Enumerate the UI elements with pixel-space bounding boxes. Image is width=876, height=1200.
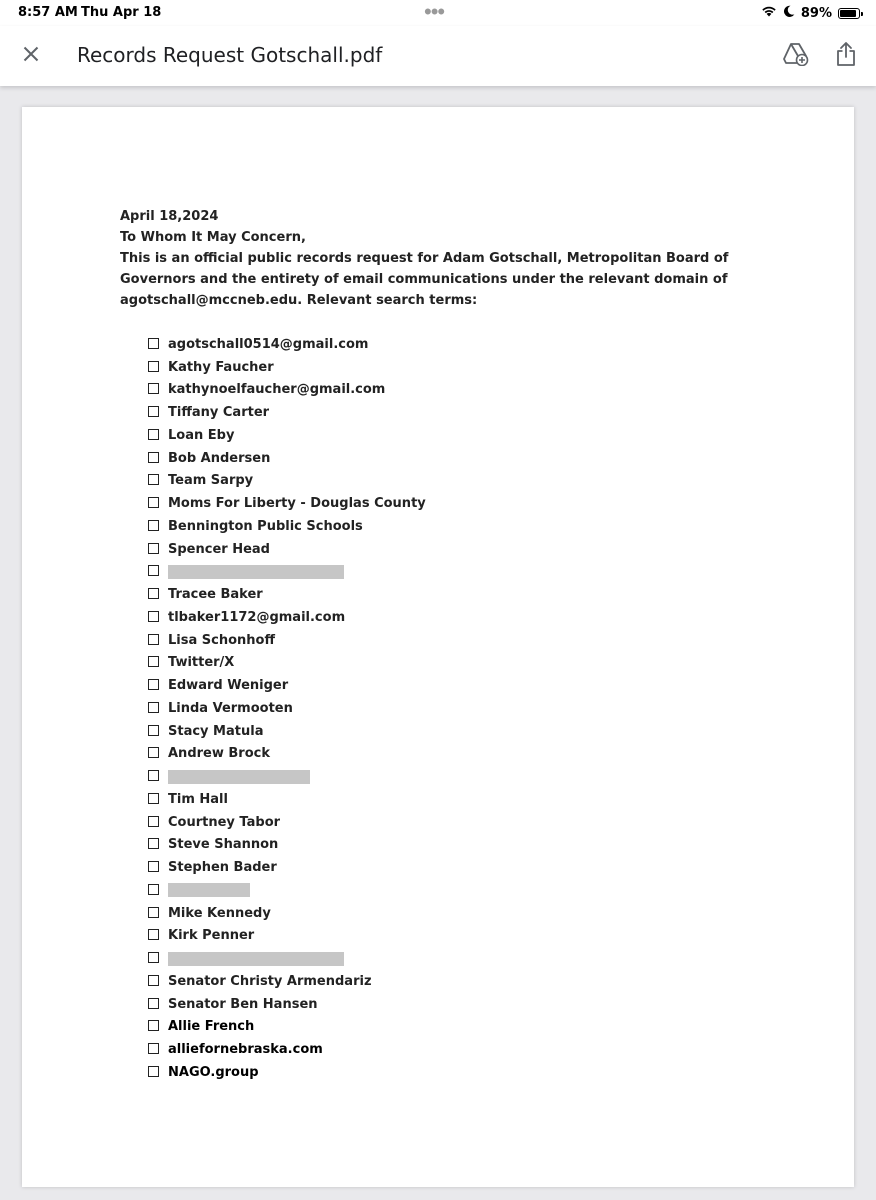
checkbox-icon[interactable] bbox=[148, 861, 159, 872]
checkbox-icon[interactable] bbox=[148, 998, 159, 1009]
checkbox-icon[interactable] bbox=[148, 702, 159, 713]
search-term bbox=[148, 583, 426, 606]
search-term-label: Twitter/X bbox=[168, 655, 235, 671]
redaction-bar bbox=[168, 565, 344, 579]
search-term-label: tlbaker1172@gmail.com bbox=[168, 609, 346, 625]
checkbox-icon[interactable] bbox=[148, 543, 159, 554]
status-time: 8:57 AM bbox=[18, 5, 78, 20]
redacted-term bbox=[148, 879, 426, 902]
checkbox-icon[interactable] bbox=[148, 838, 159, 849]
checkbox-icon[interactable] bbox=[148, 474, 159, 485]
redacted-term bbox=[148, 765, 426, 788]
search-term-label: Team Sarpy bbox=[168, 473, 254, 489]
app-bar bbox=[0, 26, 876, 86]
search-term bbox=[148, 492, 426, 515]
search-term-label: Mike Kennedy bbox=[168, 905, 271, 921]
status-indicators bbox=[761, 4, 860, 22]
moon-icon bbox=[783, 5, 795, 22]
search-term bbox=[148, 1016, 426, 1039]
checkbox-icon[interactable] bbox=[148, 406, 159, 417]
checkbox-icon[interactable] bbox=[148, 361, 159, 372]
search-term-label: Moms For Liberty - Douglas County bbox=[168, 496, 426, 512]
checkbox-icon[interactable] bbox=[148, 929, 159, 940]
search-term bbox=[148, 720, 426, 743]
search-term-label: Allie French bbox=[168, 1019, 255, 1035]
redacted-term bbox=[148, 561, 426, 584]
checkbox-icon[interactable] bbox=[148, 725, 159, 736]
search-term bbox=[148, 925, 426, 948]
checkbox-icon[interactable] bbox=[148, 611, 159, 622]
search-term bbox=[148, 697, 426, 720]
search-term-label: Tiffany Carter bbox=[168, 405, 270, 421]
search-term bbox=[148, 1038, 426, 1061]
checkbox-icon[interactable] bbox=[148, 429, 159, 440]
share-button[interactable] bbox=[831, 40, 861, 72]
search-term-label: Bob Andersen bbox=[168, 450, 271, 466]
search-term bbox=[148, 424, 426, 447]
redaction-bar bbox=[168, 883, 250, 897]
search-term bbox=[148, 401, 426, 424]
search-term-label: Kirk Penner bbox=[168, 928, 255, 944]
checkbox-icon[interactable] bbox=[148, 975, 159, 986]
checkbox-icon[interactable] bbox=[148, 679, 159, 690]
search-term-label: Senator Christy Armendariz bbox=[168, 973, 372, 989]
battery-fill bbox=[840, 10, 856, 17]
search-term-label: Steve Shannon bbox=[168, 837, 279, 853]
close-button[interactable] bbox=[16, 41, 46, 71]
multitasking-dots[interactable]: ••• bbox=[424, 0, 445, 24]
checkbox-icon[interactable] bbox=[148, 1043, 159, 1054]
checkbox-icon[interactable] bbox=[148, 816, 159, 827]
checkbox-icon[interactable] bbox=[148, 383, 159, 394]
search-term-label: Linda Vermooten bbox=[168, 700, 293, 716]
search-term-label: Stephen Bader bbox=[168, 860, 277, 876]
search-term-label: Kathy Faucher bbox=[168, 359, 274, 375]
checkbox-icon[interactable] bbox=[148, 793, 159, 804]
status-bar bbox=[0, 0, 876, 26]
search-term-label: Spencer Head bbox=[168, 541, 270, 557]
search-term-label: Andrew Brock bbox=[168, 746, 270, 762]
search-term-label: NAGO.group bbox=[168, 1064, 259, 1080]
search-term bbox=[148, 788, 426, 811]
add-to-drive-button[interactable] bbox=[781, 41, 811, 71]
search-term bbox=[148, 538, 426, 561]
search-term-label: Edward Weniger bbox=[168, 678, 289, 694]
search-term-label: Bennington Public Schools bbox=[168, 518, 363, 534]
checkbox-icon[interactable] bbox=[148, 588, 159, 599]
search-term-label: Lisa Schonhoff bbox=[168, 632, 276, 648]
search-term-label: agotschall0514@gmail.com bbox=[168, 336, 369, 352]
search-term bbox=[148, 333, 426, 356]
search-term bbox=[148, 902, 426, 925]
checkbox-icon[interactable] bbox=[148, 634, 159, 645]
wifi-icon bbox=[761, 5, 777, 21]
checkbox-icon[interactable] bbox=[148, 1066, 159, 1077]
battery-icon bbox=[838, 8, 860, 19]
search-term bbox=[148, 674, 426, 697]
search-term bbox=[148, 856, 426, 879]
search-term-label: alliefornebraska.com bbox=[168, 1042, 323, 1058]
redaction-bar bbox=[168, 952, 344, 966]
checkbox-icon[interactable] bbox=[148, 884, 159, 895]
battery-percent: 89% bbox=[800, 5, 832, 21]
letter-date: April 18,2024 bbox=[120, 209, 219, 224]
checkbox-icon[interactable] bbox=[148, 952, 159, 963]
search-term-label: Stacy Matula bbox=[168, 723, 264, 739]
letter-salutation: To Whom It May Concern, bbox=[120, 230, 306, 245]
search-term bbox=[148, 515, 426, 538]
redaction-bar bbox=[168, 770, 310, 784]
checkbox-icon[interactable] bbox=[148, 770, 159, 781]
redacted-term bbox=[148, 947, 426, 970]
search-term bbox=[148, 629, 426, 652]
search-terms-list bbox=[148, 333, 426, 1084]
search-term-label: Loan Eby bbox=[168, 427, 235, 443]
checkbox-icon[interactable] bbox=[148, 747, 159, 758]
letter-body: This is an official public records request for Adam Gotschall, Metropolitan Board of Governors and the entirety of email communications under the relevant domain of agotschall@mccneb.edu. Relevant search terms: bbox=[120, 251, 729, 308]
checkbox-icon[interactable] bbox=[148, 907, 159, 918]
search-term bbox=[148, 652, 426, 675]
document-title: Records Request Gotschall.pdf bbox=[77, 43, 383, 67]
search-term bbox=[148, 447, 426, 470]
checkbox-icon[interactable] bbox=[148, 656, 159, 667]
pdf-page[interactable] bbox=[22, 107, 854, 1187]
search-term-label: Tracee Baker bbox=[168, 587, 263, 603]
search-term-label: Senator Ben Hansen bbox=[168, 996, 318, 1012]
close-icon bbox=[23, 46, 39, 67]
search-term-label: Courtney Tabor bbox=[168, 814, 281, 830]
share-icon bbox=[836, 41, 856, 72]
search-term bbox=[148, 811, 426, 834]
search-term bbox=[148, 993, 426, 1016]
search-term bbox=[148, 970, 426, 993]
letter-header bbox=[120, 206, 780, 311]
add-to-drive-icon bbox=[783, 42, 809, 71]
checkbox-icon[interactable] bbox=[148, 338, 159, 349]
search-term bbox=[148, 834, 426, 857]
status-date: Thu Apr 18 bbox=[81, 5, 162, 20]
search-term bbox=[148, 606, 426, 629]
search-term-label: kathynoelfaucher@gmail.com bbox=[168, 382, 386, 398]
search-term bbox=[148, 1061, 426, 1084]
search-term bbox=[148, 379, 426, 402]
search-term bbox=[148, 356, 426, 379]
checkbox-icon[interactable] bbox=[148, 565, 159, 576]
checkbox-icon[interactable] bbox=[148, 520, 159, 531]
search-term-label: Tim Hall bbox=[168, 791, 228, 807]
search-term bbox=[148, 470, 426, 493]
checkbox-icon[interactable] bbox=[148, 497, 159, 508]
checkbox-icon[interactable] bbox=[148, 1020, 159, 1031]
search-term bbox=[148, 743, 426, 766]
checkbox-icon[interactable] bbox=[148, 452, 159, 463]
